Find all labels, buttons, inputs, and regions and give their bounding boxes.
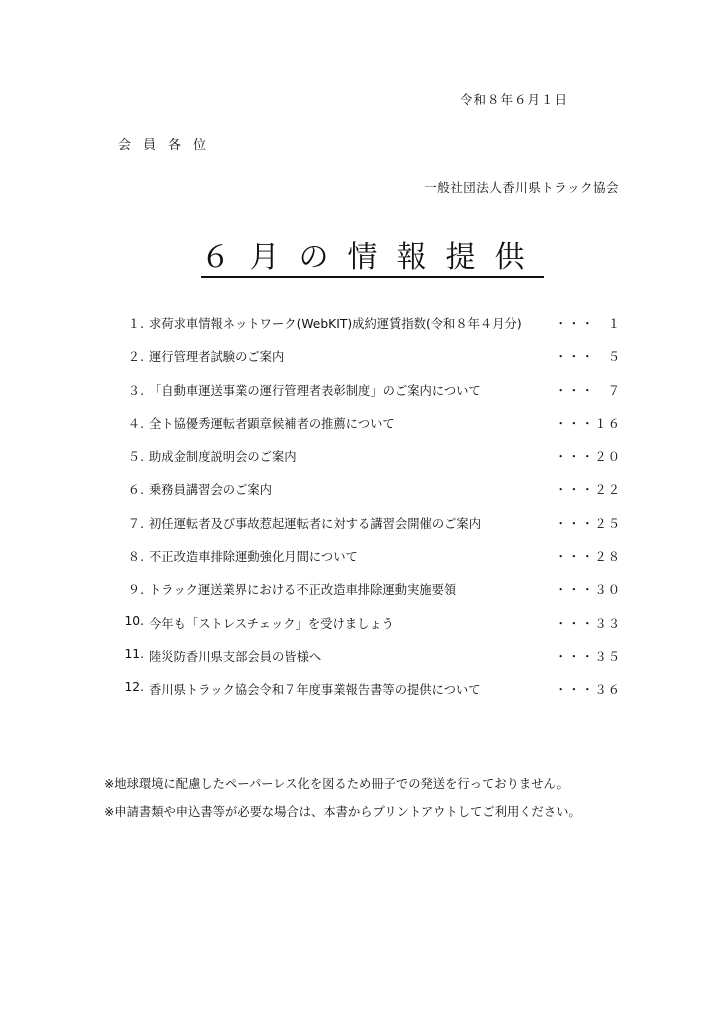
toc-item-label: 運行管理者試験のご案内 [149,350,285,365]
toc-item [0,447,725,480]
toc-item [0,680,725,713]
toc-item-page: ・・・２５ [554,516,621,531]
table-of-contents [0,314,725,714]
toc-item-label: 初任運転者及び事故惹起運転者に対する講習会開催のご案内 [149,516,482,531]
toc-item [0,580,725,613]
toc-item-page: ・・・ ５ [554,350,621,365]
toc-item-page: ・・・２２ [554,483,621,498]
toc-item [0,647,725,680]
toc-item-page: ・・・３５ [554,649,621,664]
toc-item-page: ・・・２０ [554,450,621,465]
toc-item-number: 11. [124,646,144,661]
toc-item-label: 陸災防香川県支部会員の皆様へ [149,649,322,664]
footnote-printout: ※申請書類や申込書等が必要な場合は、本書からプリントアウトしてご利用ください。 [104,805,581,819]
toc-item-number: ３. [127,383,144,398]
toc-item-page: ・・・３０ [554,583,621,598]
document-title: ６月の情報提供 [201,241,544,278]
toc-item [0,314,725,347]
toc-item-label: トラック運送業界における不正改造車排除運動実施要領 [149,583,457,598]
toc-item-label: 「自動車運送事業の運行管理者表彰制度」のご案内について [149,383,481,398]
toc-item-label: 不正改造車排除運動強化月間について [149,550,358,565]
toc-item-label: 乗務員講習会のご案内 [149,483,272,498]
toc-item-label: 今年も「ストレスチェック」を受けましょう [149,616,394,631]
toc-item [0,614,725,647]
toc-item [0,514,725,547]
toc-item-label: 求荷求車情報ネットワーク(WebKIT)成約運賃指数(令和８年４月分) [149,317,522,331]
toc-item-number: ２. [127,350,144,365]
toc-item [0,347,725,380]
toc-item-number: ９. [127,583,144,598]
toc-item [0,381,725,414]
toc-item [0,480,725,513]
toc-item-page: ・・・ ７ [554,383,621,398]
toc-item-label: 香川県トラック協会令和７年度事業報告書等の提供について [149,683,481,698]
toc-item-number: ４. [127,416,144,431]
toc-item-number: 10. [124,613,144,628]
toc-item-number: ８. [127,550,144,565]
addressee: 会員各位 [118,138,219,153]
toc-item-label: 全ト協優秀運転者顕章候補者の推薦について [149,416,395,431]
toc-item-page: ・・・１６ [554,416,621,431]
toc-item-number: ７. [127,516,144,531]
toc-item-number: ６. [127,483,144,498]
sender-organization: 一般社団法人香川県トラック協会 [424,180,619,195]
toc-item-number: 12. [124,680,144,695]
toc-item-page: ・・・ １ [554,317,621,331]
toc-item [0,547,725,580]
issue-date: 令和８年６月１日 [459,92,568,107]
toc-item-page: ・・・２８ [554,550,621,565]
toc-item-page: ・・・３３ [554,616,621,631]
toc-item-page: ・・・３６ [554,683,621,698]
toc-item-number: ５. [127,450,144,465]
footnote-paperless: ※地球環境に配慮したペーパーレス化を図るため冊子での発送を行っておりません。 [104,777,569,791]
toc-item-label: 助成金制度説明会のご案内 [149,450,297,465]
toc-item-number: １. [127,317,144,331]
document-title-wrapper [0,240,725,278]
toc-item [0,414,725,447]
